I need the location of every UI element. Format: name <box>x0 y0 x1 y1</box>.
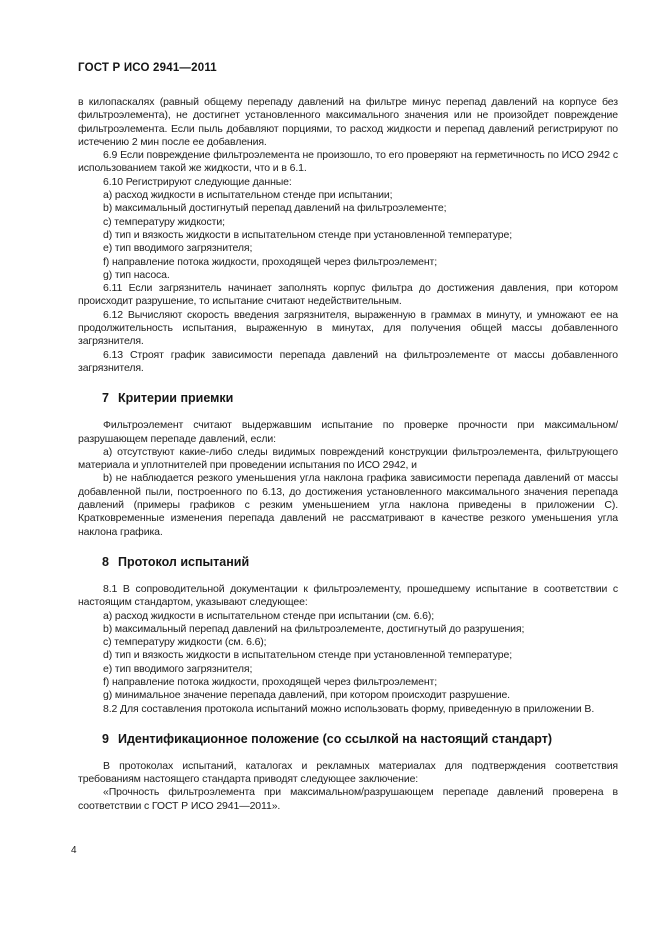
section-number: 8 <box>102 554 109 569</box>
paragraph-6-9: 6.9 Если повреждение фильтроэлемента не произошло, то его проверяют на герметичность по ИСО 2942 с использованием такой же жидкости, что и в 6.1. <box>78 149 618 175</box>
list-item: c) температуру жидкости; <box>103 215 225 228</box>
section-title: Протокол испытаний <box>117 554 250 569</box>
paragraph-6-continuation: в килопаскалях (равный общему перепаду давлений на фильтре минус перепад давлений на корпусе без фильтроэлемента), не достигнет установленного максимального значения или не произойдет повреждение фильтроэлемента. Если пыль добавляют порциями, то расход жидкости и перепад давлений регистрируют по истечению 2 мин после ее добавления. <box>78 96 618 148</box>
list-item: c) температуру жидкости (см. 6.6); <box>103 636 267 649</box>
list-item: f) направление потока жидкости, проходящей через фильтроэлемент; <box>103 255 437 268</box>
list-item: d) тип и вязкость жидкости в испытательном стенде при установленной температуре; <box>103 649 513 662</box>
list-item: g) тип насоса. <box>103 268 170 281</box>
list-item: e) тип вводимого загрязнителя; <box>103 242 253 255</box>
section-heading-7 <box>102 390 618 406</box>
page-number: 4 <box>71 845 77 856</box>
section-heading-9 <box>102 731 618 747</box>
paragraph-6-13: 6.13 Строят график зависимости перепада давлений на фильтроэлементе от массы добавленного загрязнителя. <box>78 348 618 374</box>
list-item: b) не наблюдается резкого уменьшения угла наклона графика зависимости перепада давлений от массы добавленной пыли, построенного по 6.13, до достижения установленного максимального значения перепада давлений (примеры графиков с резким уменьшением угла наклона приведены в приложении C). Кратковременные изменения перепада давлений не рассматривают в качестве резкого уменьшения угла наклона графика. <box>78 472 618 538</box>
list-item: a) расход жидкости в испытательном стенде при испытании; <box>103 189 393 202</box>
list-item: g) минимальное значение перепада давлений, при котором происходит разрушение. <box>103 689 510 702</box>
paragraph-6-12: 6.12 Вычисляют скорость введения загрязнителя, выраженную в граммах в минуту, и умножают ее на продолжительность испытания, выраженную в минутах, для получения общей массы добавленного загрязнителя. <box>78 308 618 348</box>
list-item: a) расход жидкости в испытательном стенде при испытании (см. 6.6); <box>103 609 435 622</box>
list-item: e) тип вводимого загрязнителя; <box>103 662 253 675</box>
section-number: 7 <box>102 391 109 406</box>
list-item: b) максимальный достигнутый перепад давлений на фильтроэлементе; <box>103 202 447 215</box>
list-item: a) отсутствуют какие-либо следы видимых повреждений конструкции фильтроэлемента, фильтрующего материала и уплотнителей при проведении испытания по ИСО 2942, и <box>78 445 618 472</box>
paragraph-8-2: 8.2 Для составления протокола испытаний можно использовать форму, приведенную в приложении B. <box>103 702 595 715</box>
section-title: Идентификационное положение (со ссылкой на настоящий стандарт) <box>117 731 552 746</box>
paragraph-7-intro: Фильтроэлемент считают выдержавшим испытание по проверке прочности при максимальном/разрушающем перепаде давлений, если: <box>78 419 618 445</box>
paragraph-9-intro: В протоколах испытаний, каталогах и рекламных материалах для подтверждения соответствия требованиям настоящего стандарта приводят следующее заключение: <box>78 759 618 786</box>
page-content <box>78 62 618 813</box>
paragraph-6-10: 6.10 Регистрируют следующие данные: <box>103 175 292 188</box>
paragraph-8-1: 8.1 В сопроводительной документации к фильтроэлементу, прошедшему испытание в соответствии с настоящим стандартом, указывают следующее: <box>78 582 618 609</box>
list-item: d) тип и вязкость жидкости в испытательном стенде при установленной температуре; <box>103 228 513 241</box>
section-number: 9 <box>102 731 109 746</box>
list-item: b) максимальный перепад давлений на фильтроэлементе, достигнутый до разрушения; <box>103 622 525 635</box>
section-title: Критерии приемки <box>117 391 234 406</box>
paragraph-9-statement: «Прочность фильтроэлемента при максимальном/разрушающем перепаде давлений проверена в соответствии с ГОСТ Р ИСО 2941—2011». <box>78 786 618 812</box>
paragraph-6-11: 6.11 Если загрязнитель начинает заполнять корпус фильтра до достижения давления, при котором происходит разрушение, то испытание считают недействительным. <box>78 282 618 308</box>
section-heading-8 <box>102 554 618 570</box>
running-header: ГОСТ Р ИСО 2941—2011 <box>78 62 217 74</box>
list-item: f) направление потока жидкости, проходящей через фильтроэлемент; <box>103 675 437 688</box>
